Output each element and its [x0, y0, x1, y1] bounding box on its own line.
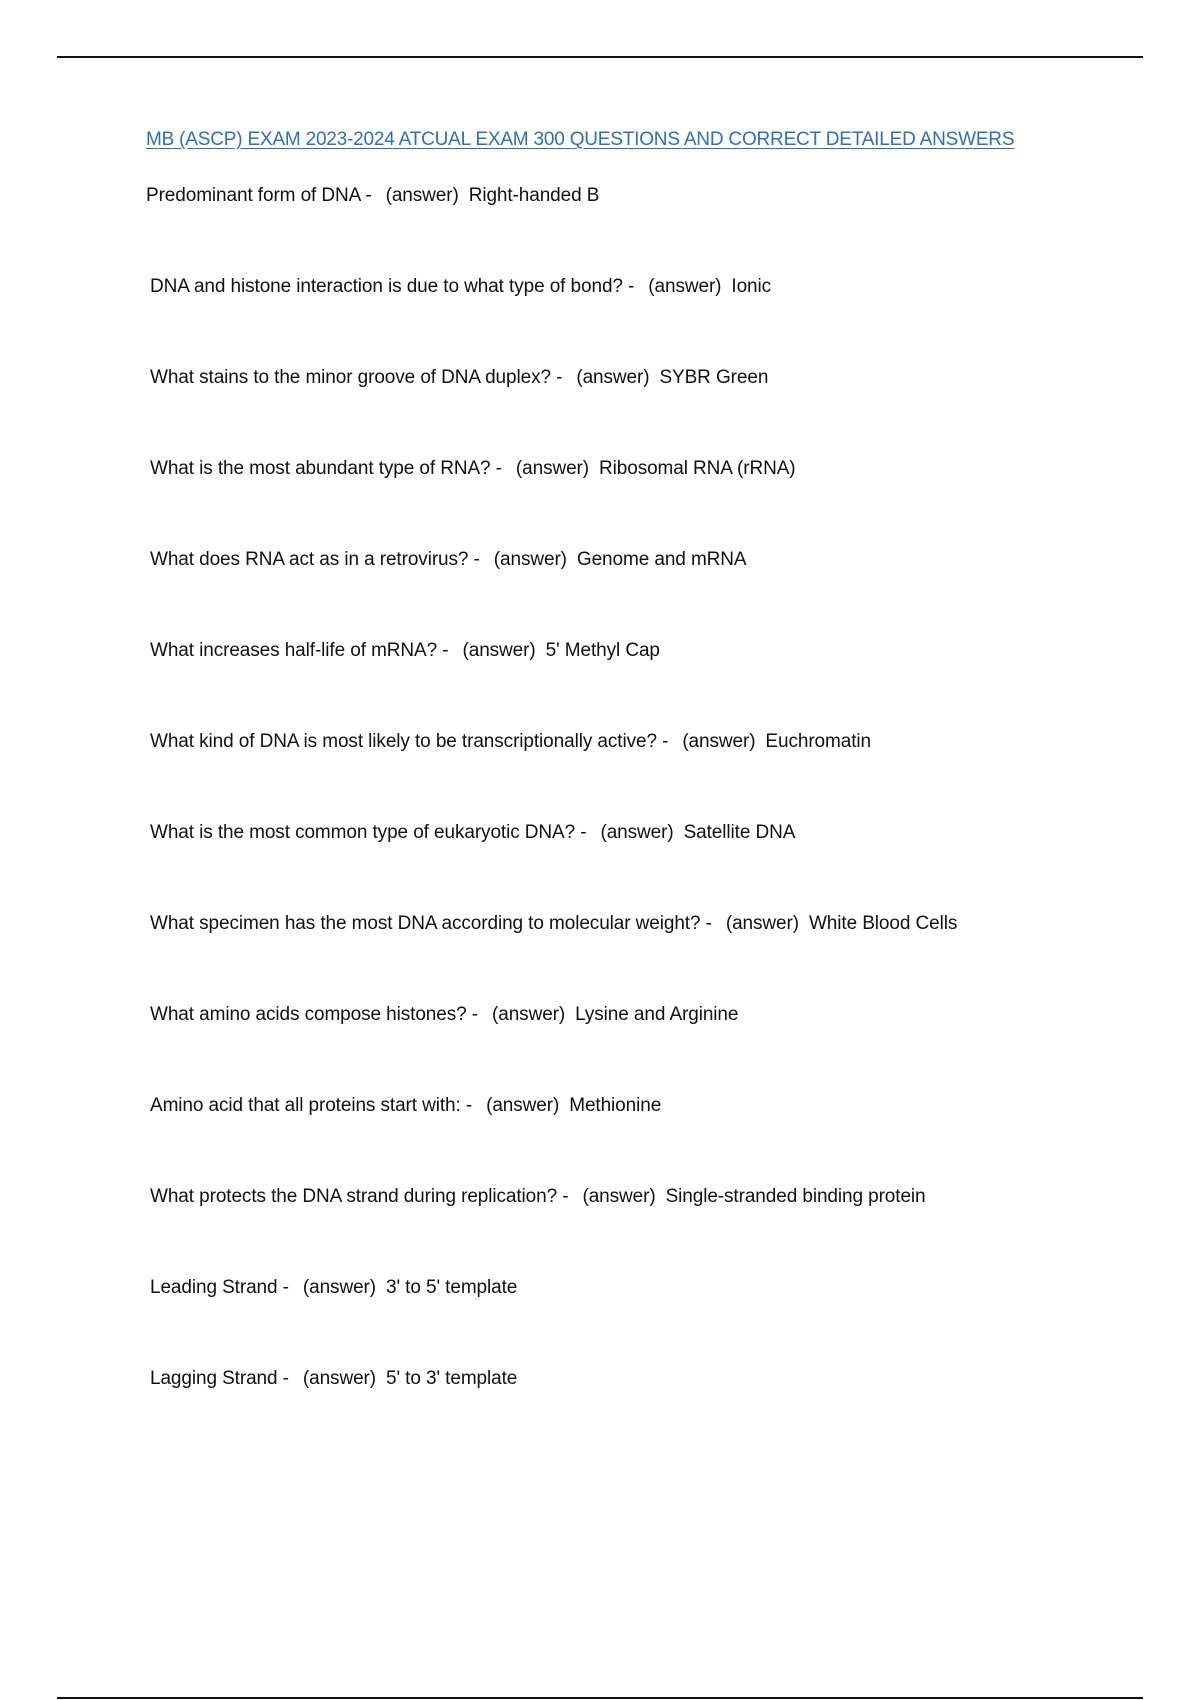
answer-tag: (answer) [682, 731, 756, 752]
answer-tag: (answer) [600, 822, 674, 843]
answer-text: Right-handed B [468, 185, 600, 206]
question-text: DNA and histone interaction is due to what type of bond? - [150, 276, 635, 297]
question-text: What does RNA act as in a retrovirus? - [150, 549, 480, 570]
answer-tag: (answer) [385, 185, 459, 206]
answer-tag: (answer) [486, 1095, 560, 1116]
answer-tag: (answer) [462, 640, 536, 661]
answer-text: Methionine [569, 1095, 662, 1116]
question-text: What increases half-life of mRNA? - [150, 640, 449, 661]
answer-tag: (answer) [582, 1186, 656, 1207]
answer-text: Genome and mRNA [576, 549, 747, 570]
qa-item-12 [150, 1185, 926, 1209]
answer-text: Ionic [731, 276, 772, 297]
question-text: Predominant form of DNA - [146, 185, 372, 206]
answer-text: 5' Methyl Cap [545, 640, 660, 661]
qa-item-2 [150, 275, 771, 299]
answer-text: Euchromatin [765, 731, 871, 752]
qa-item-1 [146, 184, 599, 208]
question-text: What kind of DNA is most likely to be transcriptionally active? - [150, 731, 669, 752]
question-text: What amino acids compose histones? - [150, 1004, 479, 1025]
answer-text: 3' to 5' template [386, 1277, 518, 1298]
question-text: What specimen has the most DNA according to molecular weight? - [150, 913, 712, 934]
answer-tag: (answer) [492, 1004, 566, 1025]
answer-tag: (answer) [302, 1368, 376, 1389]
question-text: Amino acid that all proteins start with: - [150, 1095, 473, 1116]
qa-item-10 [150, 1003, 738, 1027]
document-title[interactable]: MB (ASCP) EXAM 2023-2024 ATCUAL EXAM 300 QUESTIONS AND CORRECT DETAILED ANSWERS [146, 129, 1015, 150]
qa-item-14 [150, 1367, 517, 1391]
question-text: What stains to the minor groove of DNA duplex? - [150, 367, 563, 388]
question-text: What is the most common type of eukaryotic DNA? - [150, 822, 587, 843]
qa-item-4 [150, 457, 796, 481]
answer-text: 5' to 3' template [386, 1368, 518, 1389]
qa-item-13 [150, 1276, 517, 1300]
answer-tag: (answer) [576, 367, 650, 388]
bottom-divider [57, 1697, 1143, 1699]
answer-tag: (answer) [725, 913, 799, 934]
top-divider [57, 56, 1143, 58]
answer-text: Single-stranded binding protein [665, 1186, 926, 1207]
answer-text: White Blood Cells [808, 913, 958, 934]
qa-item-8 [150, 821, 795, 845]
answer-text: Satellite DNA [683, 822, 796, 843]
answer-tag: (answer) [515, 458, 590, 479]
question-text: Lagging Strand - [150, 1368, 289, 1389]
qa-item-9 [150, 912, 957, 936]
qa-item-5 [150, 548, 746, 572]
answer-text: SYBR Green [659, 367, 769, 388]
question-text: What is the most abundant type of RNA? - [150, 458, 502, 479]
qa-item-6 [150, 639, 660, 663]
question-text: Leading Strand - [150, 1277, 289, 1298]
answer-tag: (answer) [648, 276, 722, 297]
answer-text: Ribosomal RNA (rRNA) [599, 458, 796, 479]
answer-tag: (answer) [493, 549, 567, 570]
qa-item-7 [150, 730, 871, 754]
qa-item-11 [150, 1094, 661, 1118]
answer-text: Lysine and Arginine [575, 1004, 739, 1025]
question-text: What protects the DNA strand during replication? - [150, 1186, 569, 1207]
answer-tag: (answer) [302, 1277, 376, 1298]
qa-item-3 [150, 366, 768, 390]
